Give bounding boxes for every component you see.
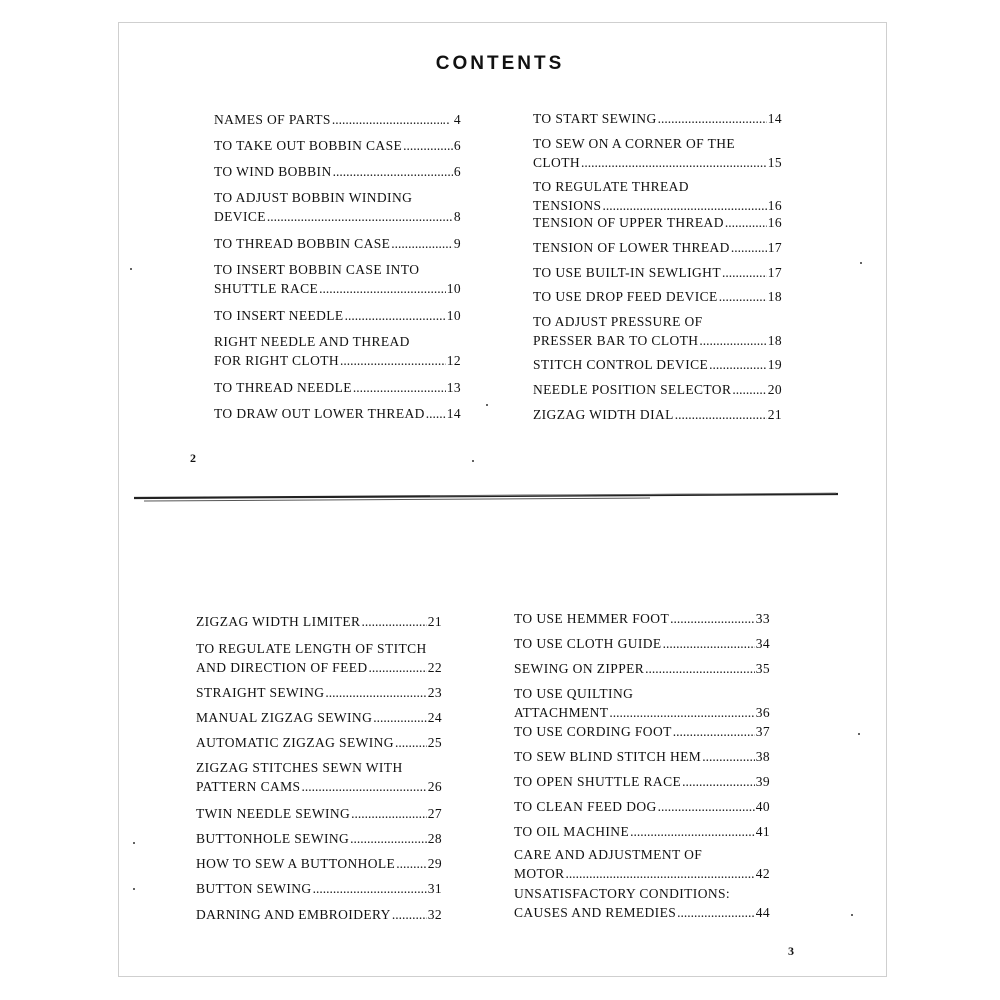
toc-leader-dots	[340, 351, 446, 370]
toc-page-number: 33	[755, 611, 770, 626]
toc-page-number: 18	[767, 333, 782, 348]
toc-entry	[533, 177, 782, 215]
toc-leader-dots	[675, 405, 767, 424]
toc-entry	[514, 747, 770, 766]
toc-entry	[214, 260, 461, 298]
toc-entry	[514, 772, 770, 791]
toc-leader-dots	[670, 609, 755, 628]
toc-entry-label: TENSION OF UPPER THREAD	[533, 215, 724, 230]
toc-entry	[196, 612, 442, 631]
toc-page-number: 24	[427, 710, 442, 725]
toc-page-number: 40	[755, 799, 770, 814]
toc-page-number: 39	[755, 774, 770, 789]
scan-speck	[851, 914, 853, 916]
toc-entry	[533, 405, 782, 424]
toc-entry	[514, 609, 770, 628]
toc-page-number: 38	[755, 749, 770, 764]
toc-entry-label: TO THREAD NEEDLE	[214, 380, 352, 395]
toc-page-number: 8	[453, 209, 461, 224]
toc-entry-label: TO REGULATE LENGTH OF STITCH	[196, 641, 427, 656]
toc-entry-label: RIGHT NEEDLE AND THREAD	[214, 334, 410, 349]
toc-entry	[514, 884, 770, 922]
toc-leader-dots	[426, 404, 446, 423]
page-fold-line	[130, 490, 842, 504]
toc-entry-label: TO OPEN SHUTTLE RACE	[514, 774, 682, 789]
toc-page-number: 36	[755, 705, 770, 720]
toc-page-number: 10	[446, 308, 461, 323]
toc-entry-label: TO USE HEMMER FOOT	[514, 611, 670, 626]
toc-entry	[196, 733, 442, 752]
toc-leader-dots	[702, 747, 754, 766]
toc-page-number: 21	[427, 614, 442, 629]
toc-entry	[533, 355, 782, 374]
toc-entry-label: TO USE QUILTING	[514, 686, 634, 701]
page-title: CONTENTS	[435, 53, 565, 74]
toc-leader-dots	[403, 136, 453, 155]
toc-leader-dots	[325, 683, 426, 702]
toc-entry-label: SEWING ON ZIPPER	[514, 661, 645, 676]
toc-entry-label: BUTTON SEWING	[196, 881, 312, 896]
toc-leader-dots	[345, 306, 446, 325]
toc-page-number: 14	[767, 111, 782, 126]
toc-entry-label: ZIGZAG WIDTH DIAL	[533, 407, 674, 422]
toc-page-number: 17	[767, 265, 782, 280]
toc-entry-label: STITCH CONTROL DEVICE	[533, 357, 709, 372]
toc-leader-dots	[609, 703, 754, 722]
toc-leader-dots	[391, 234, 453, 253]
toc-entry-label: AUTOMATIC ZIGZAG SEWING	[196, 735, 394, 750]
toc-entry	[533, 263, 782, 282]
toc-leader-dots	[396, 854, 426, 873]
toc-entry	[196, 854, 442, 873]
toc-entry-label: TO THREAD BOBBIN CASE	[214, 236, 391, 251]
toc-entry-label: TO START SEWING	[533, 111, 657, 126]
toc-entry-label: TO ADJUST BOBBIN WINDING	[214, 190, 413, 205]
toc-page-number: 25	[427, 735, 442, 750]
toc-entry	[533, 287, 782, 306]
toc-entry	[214, 404, 461, 423]
toc-entry	[214, 136, 461, 155]
toc-leader-dots	[677, 903, 755, 922]
toc-entry	[196, 905, 442, 924]
scan-speck	[472, 460, 474, 462]
toc-leader-dots	[301, 777, 426, 796]
toc-leader-dots	[658, 797, 755, 816]
toc-page-number: 29	[427, 856, 442, 871]
toc-leader-dots	[658, 109, 767, 128]
toc-entry-label: TO OIL MACHINE	[514, 824, 630, 839]
scan-speck	[133, 888, 135, 890]
toc-page-number: 16	[767, 198, 782, 213]
toc-page-number: 20	[767, 382, 782, 397]
toc-page-number: .. 4	[442, 112, 461, 127]
toc-page-number: 42	[755, 866, 770, 881]
toc-entry-label: SHUTTLE RACE	[214, 281, 319, 296]
toc-entry	[214, 332, 461, 370]
toc-page-number: 32	[427, 907, 442, 922]
toc-page-number: 41	[755, 824, 770, 839]
toc-entry	[196, 829, 442, 848]
toc-entry-label: BUTTONHOLE SEWING	[196, 831, 350, 846]
toc-entry-label: TO ADJUST PRESSURE OF	[533, 314, 703, 329]
toc-entry-label: MOTOR	[514, 866, 565, 881]
toc-entry	[533, 312, 782, 350]
toc-entry	[214, 188, 461, 226]
toc-page-number: 13	[446, 380, 461, 395]
toc-entry-label: TENSIONS	[533, 198, 602, 213]
toc-page-number: 34	[755, 636, 770, 651]
toc-leader-dots	[353, 378, 446, 397]
scan-speck	[133, 842, 135, 844]
toc-entry-label: PATTERN CAMS	[196, 779, 301, 794]
toc-entry	[214, 110, 461, 129]
toc-entry-label: DEVICE	[214, 209, 266, 224]
toc-entry	[196, 879, 442, 898]
toc-entry	[196, 683, 442, 702]
page-number-right: 3	[788, 944, 794, 958]
toc-entry-label: TO DRAW OUT LOWER THREAD	[214, 406, 425, 421]
toc-entry	[214, 306, 461, 325]
toc-leader-dots	[731, 238, 767, 257]
toc-page-number: 10	[446, 281, 461, 296]
toc-entry	[514, 634, 770, 653]
toc-entry	[533, 213, 782, 232]
toc-page-number: 23	[427, 685, 442, 700]
toc-entry-label: NEEDLE POSITION SELECTOR	[533, 382, 732, 397]
toc-leader-dots	[351, 804, 427, 823]
toc-entry-label: NAMES OF PARTS	[214, 112, 331, 127]
toc-entry-label: STRAIGHT SEWING	[196, 685, 325, 700]
toc-entry-label: HOW TO SEW A BUTTONHOLE	[196, 856, 396, 871]
toc-leader-dots	[267, 207, 453, 226]
toc-entry	[196, 639, 442, 677]
toc-entry-label: TO CLEAN FEED DOG	[514, 799, 657, 814]
toc-entry-label: ZIGZAG STITCHES SEWN WITH	[196, 760, 403, 775]
toc-page-number: 19	[767, 357, 782, 372]
toc-leader-dots	[313, 879, 427, 898]
toc-entry	[533, 109, 782, 128]
toc-entry	[196, 804, 442, 823]
toc-entry-label: TO TAKE OUT BOBBIN CASE	[214, 138, 403, 153]
toc-entry-label: TO REGULATE THREAD	[533, 179, 689, 194]
toc-leader-dots	[333, 162, 453, 181]
toc-leader-dots	[719, 287, 767, 306]
toc-page-number: 31	[427, 881, 442, 896]
toc-leader-dots	[630, 822, 755, 841]
toc-entry-label: TENSION OF LOWER THREAD	[533, 240, 730, 255]
toc-leader-dots	[645, 659, 755, 678]
toc-entry-label: CARE AND ADJUSTMENT OF	[514, 847, 703, 862]
toc-entry	[514, 822, 770, 841]
toc-entry-label: CAUSES AND REMEDIES	[514, 905, 677, 920]
scan-speck	[858, 733, 860, 735]
toc-page-number: 21	[767, 407, 782, 422]
toc-leader-dots	[350, 829, 427, 848]
scan-speck	[860, 262, 862, 264]
toc-leader-dots	[673, 722, 755, 741]
toc-page-number: 35	[755, 661, 770, 676]
toc-leader-dots	[361, 612, 426, 631]
toc-entry-label: PRESSER BAR TO CLOTH	[533, 333, 699, 348]
toc-entry-label: TO USE DROP FEED DEVICE	[533, 289, 718, 304]
toc-entry	[214, 162, 461, 181]
toc-entry-label: TO USE CORDING FOOT	[514, 724, 672, 739]
toc-page-number: 14	[446, 406, 461, 421]
toc-entry-label: TWIN NEEDLE SEWING	[196, 806, 351, 821]
page-number-left: 2	[190, 451, 196, 465]
toc-entry-label: FOR RIGHT CLOTH	[214, 353, 340, 368]
toc-entry-label: TO INSERT NEEDLE	[214, 308, 344, 323]
toc-page-number: 6	[453, 138, 461, 153]
toc-entry-label: TO SEW ON A CORNER OF THE	[533, 136, 736, 151]
toc-page-number: 16	[767, 215, 782, 230]
toc-entry-label: AND DIRECTION OF FEED	[196, 660, 368, 675]
toc-leader-dots	[699, 331, 766, 350]
toc-page-number: 28	[427, 831, 442, 846]
toc-entry-label: TO USE CLOTH GUIDE	[514, 636, 662, 651]
toc-page-number: 18	[767, 289, 782, 304]
toc-page-number: 27	[427, 806, 442, 821]
toc-entry	[214, 234, 461, 253]
toc-leader-dots	[319, 279, 446, 298]
toc-page-number: 26	[427, 779, 442, 794]
toc-page-number: 6	[453, 164, 461, 179]
toc-entry-label: ATTACHMENT	[514, 705, 609, 720]
toc-leader-dots	[369, 658, 427, 677]
toc-entry	[514, 722, 770, 741]
toc-leader-dots	[332, 110, 442, 129]
toc-entry-label: UNSATISFACTORY CONDITIONS:	[514, 886, 731, 901]
toc-leader-dots	[732, 380, 766, 399]
toc-leader-dots	[722, 263, 767, 282]
toc-entry-label: MANUAL ZIGZAG SEWING	[196, 710, 373, 725]
toc-entry	[533, 238, 782, 257]
toc-entry	[514, 659, 770, 678]
toc-entry	[214, 378, 461, 397]
toc-page-number: 12	[446, 353, 461, 368]
toc-page-number: 17	[767, 240, 782, 255]
toc-leader-dots	[682, 772, 755, 791]
toc-entry	[533, 380, 782, 399]
toc-leader-dots	[709, 355, 767, 374]
toc-entry	[514, 684, 770, 722]
toc-entry	[533, 134, 782, 172]
toc-entry-label: TO WIND BOBBIN	[214, 164, 332, 179]
scan-speck	[486, 404, 488, 406]
toc-page-number: 9	[453, 236, 461, 251]
scan-speck	[130, 268, 132, 270]
toc-leader-dots	[725, 213, 767, 232]
toc-leader-dots	[392, 905, 427, 924]
toc-page-number: 44	[755, 905, 770, 920]
toc-entry	[196, 708, 442, 727]
toc-entry-label: DARNING AND EMBROIDERY	[196, 907, 391, 922]
toc-leader-dots	[566, 864, 755, 883]
toc-leader-dots	[373, 708, 426, 727]
toc-leader-dots	[395, 733, 427, 752]
toc-page-number: 22	[427, 660, 442, 675]
toc-leader-dots	[581, 153, 767, 172]
toc-entry-label: CLOTH	[533, 155, 580, 170]
toc-leader-dots	[663, 634, 755, 653]
toc-entry	[514, 845, 770, 883]
toc-entry	[196, 758, 442, 796]
toc-entry-label: TO SEW BLIND STITCH HEM	[514, 749, 702, 764]
toc-entry	[514, 797, 770, 816]
toc-entry-label: ZIGZAG WIDTH LIMITER	[196, 614, 361, 629]
toc-page-number: 37	[755, 724, 770, 739]
toc-entry-label: TO INSERT BOBBIN CASE INTO	[214, 262, 420, 277]
toc-entry-label: TO USE BUILT-IN SEWLIGHT	[533, 265, 721, 280]
toc-page-number: 15	[767, 155, 782, 170]
